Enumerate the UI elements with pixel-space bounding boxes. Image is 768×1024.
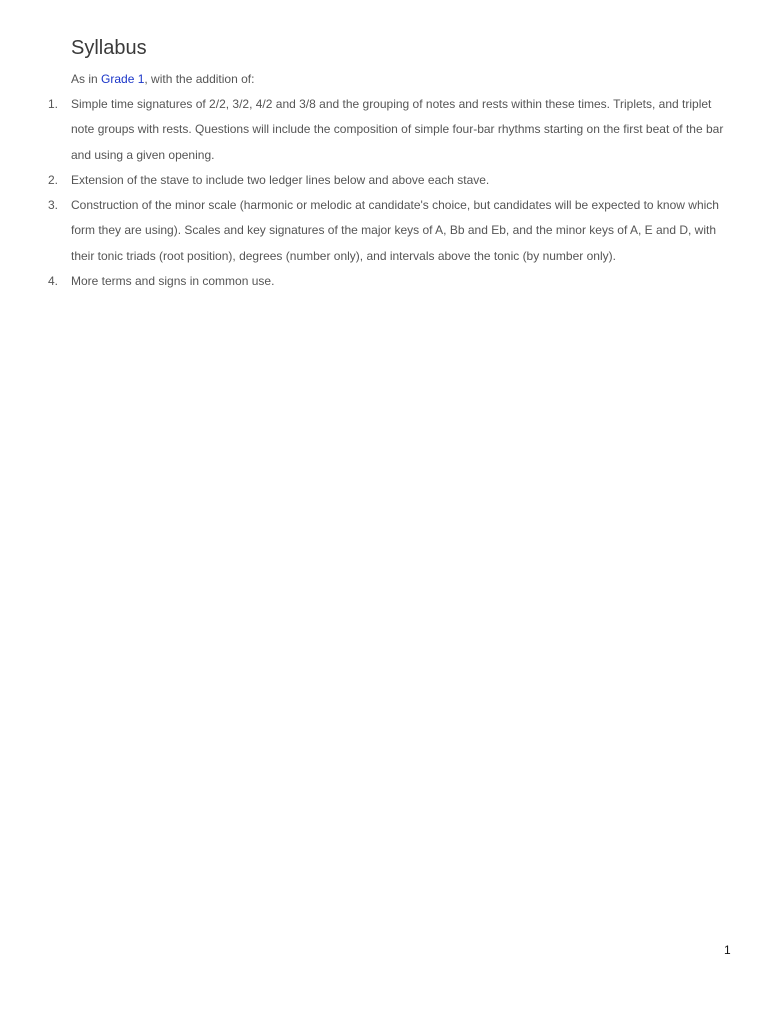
syllabus-list [48, 92, 735, 294]
list-item-text: Extension of the stave to include two ledger lines below and above each stave. [71, 172, 490, 187]
intro-suffix: , with the addition of: [144, 72, 255, 86]
list-item-text: More terms and signs in common use. [71, 274, 275, 289]
list-item [48, 193, 735, 269]
list-item-number: 3. [48, 198, 59, 213]
list-item-number: 4. [48, 274, 59, 289]
page-title: Syllabus [71, 37, 147, 59]
intro-prefix: As in [71, 72, 102, 86]
list-item [48, 92, 735, 168]
page-number: 1 [724, 943, 731, 957]
intro-paragraph [71, 71, 254, 87]
list-item-text: Simple time signatures of 2/2, 3/2, 4/2 and 3/8 and the grouping of notes and rests within these times. Triplets, and triplet note groups with rests. Questions will include the composition of simple four-bar rhythms starting on the first beat of the bar and using a given opening. [71, 97, 724, 162]
list-item [48, 269, 735, 294]
list-item-number: 1. [48, 97, 59, 111]
list-item [48, 168, 735, 193]
list-item-text: Construction of the minor scale (harmonic or melodic at candidate's choice, but candidates will be expected to know which form they are using). Scales and key signatures of the major keys of A, Bb and Eb, and the minor keys of A, E and D, with their tonic triads (root position), degrees (number only), and intervals above the tonic (by number only). [71, 198, 719, 263]
grade-1-link[interactable]: Grade 1 [101, 72, 145, 86]
list-item-number: 2. [48, 172, 59, 187]
